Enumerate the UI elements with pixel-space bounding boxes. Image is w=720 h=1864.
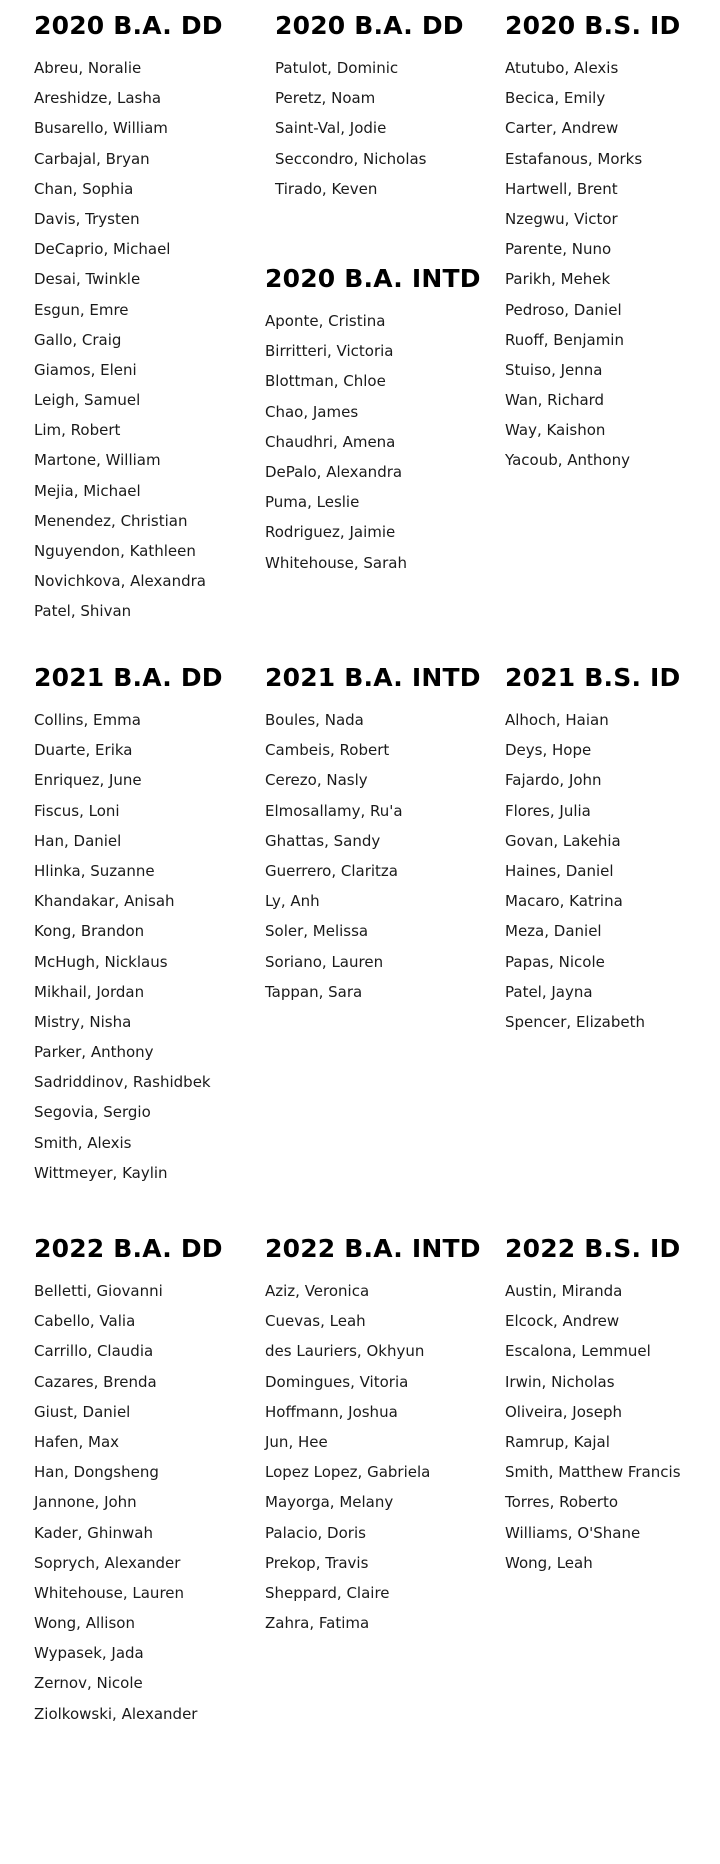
group-heading: 2021 B.A. INTD	[265, 663, 481, 692]
name-item: Tirado, Keven	[275, 179, 378, 198]
name-item: Parente, Nuno	[505, 240, 612, 259]
name-list	[505, 53, 681, 476]
name-item: Elmosallamy, Ru'a	[265, 801, 403, 820]
name-item: Aziz, Veronica	[265, 1282, 370, 1300]
name-item: Macaro, Katrina	[505, 892, 623, 911]
name-item: Pedroso, Daniel	[505, 300, 622, 319]
group-heading: 2020 B.S. ID	[505, 11, 681, 40]
name-item: Leigh, Samuel	[34, 391, 141, 410]
name-item: Cazares, Brenda	[34, 1372, 157, 1391]
name-item: Hlinka, Suzanne	[34, 861, 155, 880]
name-item: Whitehouse, Lauren	[34, 1583, 185, 1602]
name-item: Tappan, Sara	[265, 982, 363, 1001]
name-item: Ramrup, Kajal	[505, 1432, 610, 1451]
name-item: Ziolkowski, Alexander	[34, 1704, 198, 1723]
roster-group-2021-ba-dd	[34, 663, 223, 1188]
name-item: Zernov, Nicole	[34, 1674, 143, 1693]
name-item: Cerezo, Nasly	[265, 771, 368, 790]
name-list	[505, 1276, 681, 1578]
name-item: Papas, Nicole	[505, 952, 605, 971]
name-item: Wittmeyer, Kaylin	[34, 1163, 168, 1182]
name-item: Desai, Twinkle	[34, 270, 141, 289]
name-item: Meza, Daniel	[505, 922, 602, 941]
name-item: Seccondro, Nicholas	[275, 149, 427, 168]
name-item: Nguyendon, Kathleen	[34, 542, 196, 560]
name-item: Patulot, Dominic	[275, 59, 399, 77]
name-item: Fiscus, Loni	[34, 801, 120, 820]
name-item: Wypasek, Jada	[34, 1644, 144, 1663]
name-list	[34, 1276, 223, 1729]
roster-group-2022-ba-intd	[265, 1234, 481, 1638]
name-item: Sadriddinov, Rashidbek	[34, 1073, 211, 1092]
name-item: Blottman, Chloe	[265, 372, 386, 391]
name-list	[505, 705, 681, 1037]
name-item: Peretz, Noam	[275, 89, 376, 108]
name-item: Williams, O'Shane	[505, 1523, 641, 1542]
name-item: Giamos, Eleni	[34, 360, 137, 379]
roster-group-2021-ba-intd	[265, 663, 481, 1007]
name-item: Domingues, Vitoria	[265, 1372, 409, 1391]
name-item: Jun, Hee	[265, 1432, 328, 1451]
name-item: Smith, Alexis	[34, 1133, 132, 1152]
roster-group-2022-ba-dd	[34, 1234, 223, 1729]
name-item: Lopez Lopez, Gabriela	[265, 1463, 431, 1482]
name-item: Duarte, Erika	[34, 741, 133, 760]
name-item: Menendez, Christian	[34, 511, 188, 530]
name-item: Gallo, Craig	[34, 330, 122, 349]
name-item: Haines, Daniel	[505, 861, 614, 880]
name-item: Fajardo, John	[505, 771, 602, 790]
name-item: Ly, Anh	[265, 892, 320, 911]
name-item: Wong, Leah	[505, 1553, 593, 1572]
name-item: Chan, Sophia	[34, 179, 134, 198]
name-item: Enriquez, June	[34, 771, 142, 790]
name-item: Estafanous, Morks	[505, 149, 643, 168]
name-item: Novichkova, Alexandra	[34, 572, 206, 591]
name-item: Patel, Jayna	[505, 982, 593, 1001]
name-item: Parikh, Mehek	[505, 270, 611, 289]
group-heading: 2020 B.A. INTD	[265, 264, 481, 293]
name-item: Soprych, Alexander	[34, 1553, 181, 1572]
name-item: Saint-Val, Jodie	[275, 119, 387, 138]
name-item: Whitehouse, Sarah	[265, 553, 407, 572]
name-item: Mayorga, Melany	[265, 1493, 394, 1512]
name-item: Sheppard, Claire	[265, 1583, 390, 1602]
name-item: Lim, Robert	[34, 421, 121, 440]
name-item: Ghattas, Sandy	[265, 831, 381, 850]
name-item: Busarello, William	[34, 119, 168, 138]
name-item: Collins, Emma	[34, 711, 141, 729]
name-item: Areshidze, Lasha	[34, 89, 162, 108]
name-item: Birritteri, Victoria	[265, 342, 394, 361]
name-item: Han, Daniel	[34, 831, 122, 850]
roster-group-2021-bs-id	[505, 663, 681, 1037]
name-item: Way, Kaishon	[505, 421, 606, 440]
name-item: Soriano, Lauren	[265, 952, 384, 971]
name-item: Palacio, Doris	[265, 1523, 366, 1542]
name-item: Martone, William	[34, 451, 161, 470]
name-item: Govan, Lakehia	[505, 831, 621, 850]
name-item: Irwin, Nicholas	[505, 1372, 615, 1391]
name-item: Hafen, Max	[34, 1432, 120, 1451]
name-item: Ruoff, Benjamin	[505, 330, 624, 349]
name-item: Nzegwu, Victor	[505, 209, 618, 228]
name-item: Wong, Allison	[34, 1614, 135, 1633]
name-item: Smith, Matthew Francis	[505, 1463, 681, 1482]
group-heading: 2020 B.A. DD	[34, 11, 223, 40]
name-item: Esgun, Emre	[34, 300, 129, 319]
name-item: Zahra, Fatima	[265, 1614, 370, 1633]
name-item: Cabello, Valia	[34, 1312, 136, 1331]
name-item: Boules, Nada	[265, 711, 364, 729]
name-item: DePalo, Alexandra	[265, 462, 403, 481]
name-item: Flores, Julia	[505, 801, 591, 820]
name-item: Torres, Roberto	[505, 1493, 619, 1512]
name-item: Abreu, Noralie	[34, 59, 142, 77]
name-item: Deys, Hope	[505, 741, 592, 760]
group-heading: 2022 B.A. INTD	[265, 1234, 481, 1263]
name-item: Becica, Emily	[505, 89, 606, 108]
name-item: Parker, Anthony	[34, 1043, 154, 1062]
name-list	[34, 705, 223, 1188]
name-item: Mistry, Nisha	[34, 1012, 132, 1031]
name-item: Soler, Melissa	[265, 922, 369, 941]
name-item: Hoffmann, Joshua	[265, 1402, 398, 1421]
name-item: Oliveira, Joseph	[505, 1402, 622, 1421]
roster-group-2020-ba-dd-continued	[275, 11, 464, 204]
name-list	[265, 1276, 481, 1638]
name-item: Prekop, Travis	[265, 1553, 369, 1572]
name-item: Guerrero, Claritza	[265, 861, 398, 880]
name-list	[275, 53, 464, 204]
name-list	[265, 705, 481, 1007]
name-item: Cuevas, Leah	[265, 1312, 366, 1331]
name-item: Aponte, Cristina	[265, 312, 386, 330]
name-item: Rodriguez, Jaimie	[265, 523, 396, 542]
name-item: Mejia, Michael	[34, 481, 141, 500]
name-item: Carbajal, Bryan	[34, 149, 150, 168]
name-item: Alhoch, Haian	[505, 711, 609, 729]
roster-group-2020-ba-intd	[265, 264, 481, 578]
name-item: Escalona, Lemmuel	[505, 1342, 651, 1361]
name-item: Kader, Ghinwah	[34, 1523, 153, 1542]
name-item: des Lauriers, Okhyun	[265, 1342, 425, 1361]
group-heading: 2022 B.A. DD	[34, 1234, 223, 1263]
name-item: Wan, Richard	[505, 391, 605, 410]
name-item: Carter, Andrew	[505, 119, 619, 138]
name-item: Cambeis, Robert	[265, 741, 390, 760]
name-item: McHugh, Nicklaus	[34, 952, 168, 971]
group-heading: 2021 B.A. DD	[34, 663, 223, 692]
name-item: Puma, Leslie	[265, 493, 360, 512]
name-item: Davis, Trysten	[34, 209, 140, 228]
group-heading: 2022 B.S. ID	[505, 1234, 681, 1263]
roster-group-2020-ba-dd	[34, 11, 223, 627]
name-item: Stuiso, Jenna	[505, 360, 603, 379]
name-item: Spencer, Elizabeth	[505, 1012, 645, 1031]
name-item: Carrillo, Claudia	[34, 1342, 154, 1361]
name-item: Belletti, Giovanni	[34, 1282, 163, 1300]
name-item: Khandakar, Anisah	[34, 892, 175, 911]
name-item: Chao, James	[265, 402, 359, 421]
name-item: Chaudhri, Amena	[265, 432, 396, 451]
name-item: Elcock, Andrew	[505, 1312, 620, 1331]
name-item: Kong, Brandon	[34, 922, 145, 941]
roster-group-2020-bs-id	[505, 11, 681, 476]
name-item: Jannone, John	[34, 1493, 137, 1512]
name-item: Han, Dongsheng	[34, 1463, 159, 1482]
name-item: Hartwell, Brent	[505, 179, 618, 198]
name-item: Patel, Shivan	[34, 602, 132, 621]
name-item: Giust, Daniel	[34, 1402, 131, 1421]
name-item: Segovia, Sergio	[34, 1103, 151, 1122]
name-item: Atutubo, Alexis	[505, 59, 619, 77]
name-list	[265, 306, 481, 578]
roster-group-2022-bs-id	[505, 1234, 681, 1578]
group-heading: 2020 B.A. DD	[275, 11, 464, 40]
name-item: DeCaprio, Michael	[34, 240, 171, 259]
name-item: Austin, Miranda	[505, 1282, 623, 1300]
name-item: Mikhail, Jordan	[34, 982, 145, 1001]
name-list	[34, 53, 223, 627]
group-heading: 2021 B.S. ID	[505, 663, 681, 692]
name-item: Yacoub, Anthony	[505, 451, 630, 470]
